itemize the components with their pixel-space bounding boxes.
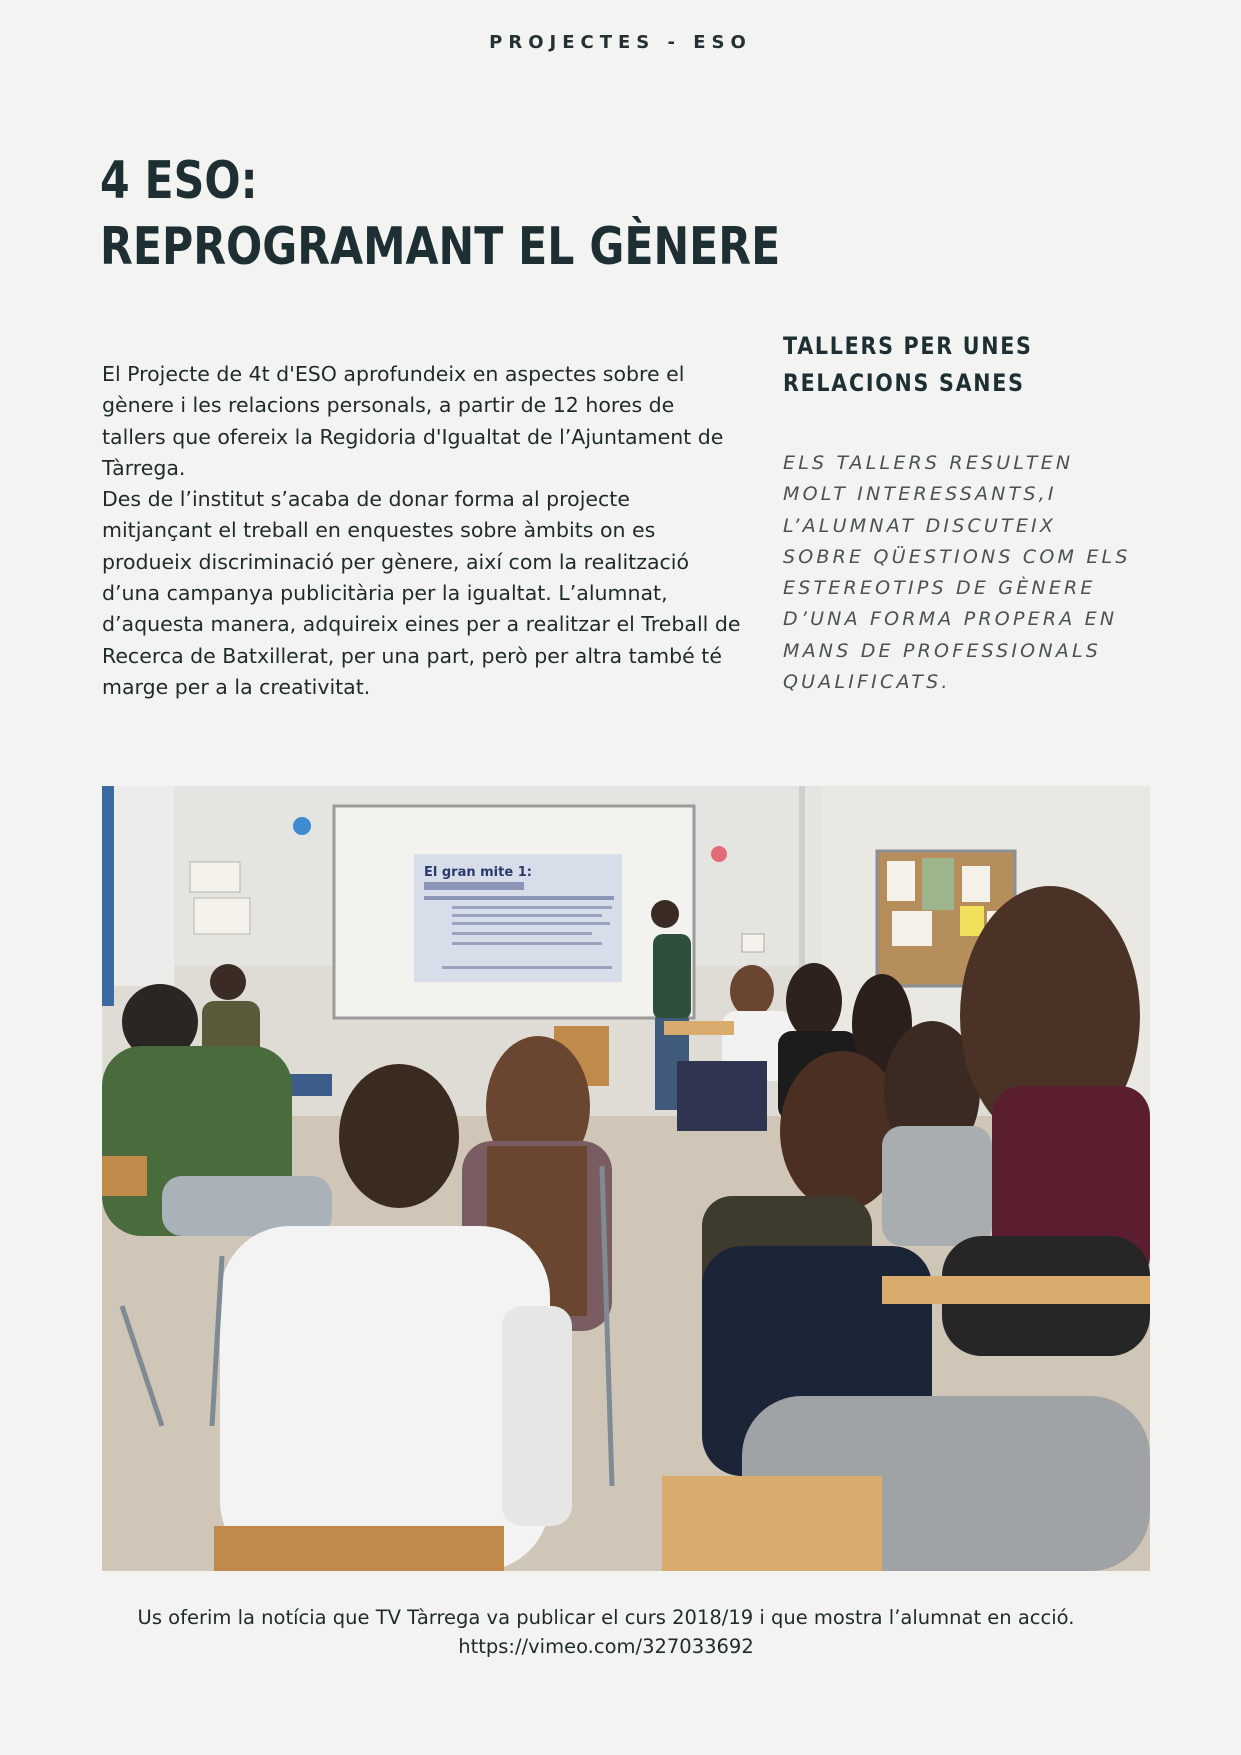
classroom-photo-illustration (102, 786, 1150, 1571)
description-paragraph-2: Des de l’institut s’acaba de donar forma al projecte mitjançant el treball en enquestes sobre àmbits on es produeix discriminació per gènere, així com la realització d’una campanya publicitària per la igualtat. L’alumnat, d’aquesta manera, adquireix eines per a realitzar el Treball de Recerca de Batxillerat, per una part, però per altra també té marge per a la creativitat. (102, 487, 741, 699)
caption (0, 1603, 1212, 1661)
page-title-line-1: 4 ESO: (100, 151, 258, 211)
description-paragraph-1: El Projecte de 4t d'ESO aprofundeix en aspectes sobre el gènere i les relacions personals, a partir de 12 hores de tallers que ofereix la Regidoria d'Igualtat de l’Ajuntament de Tàrrega. (102, 362, 724, 480)
caption-link[interactable]: https://vimeo.com/327033692 (458, 1635, 754, 1658)
caption-text: Us oferim la notícia que TV Tàrrega va publicar el curs 2018/19 i que mostra l’alumnat en acció. (137, 1606, 1075, 1629)
page-header: PROJECTES - ESO (489, 32, 752, 53)
slide-title: El gran mite 1: (424, 865, 532, 880)
sidebar-quote: ELS TALLERS RESULTEN MOLT INTERESSANTS,I L’ALUMNAT DISCUTEIX SOBRE QÜESTIONS COM ELS ESTEREOTIPS DE GÈNERE D’UNA FORMA PROPERA EN MANS DE PROFESSIONALS QUALIFICATS. (783, 452, 1131, 694)
sidebar-heading: TALLERS PER UNES RELACIONS SANES (783, 332, 1033, 397)
classroom-photo (102, 786, 1150, 1571)
project-description (102, 359, 742, 703)
page-title (100, 148, 780, 280)
page-title-line-2: REPROGRAMANT EL GÈNERE (100, 217, 781, 277)
